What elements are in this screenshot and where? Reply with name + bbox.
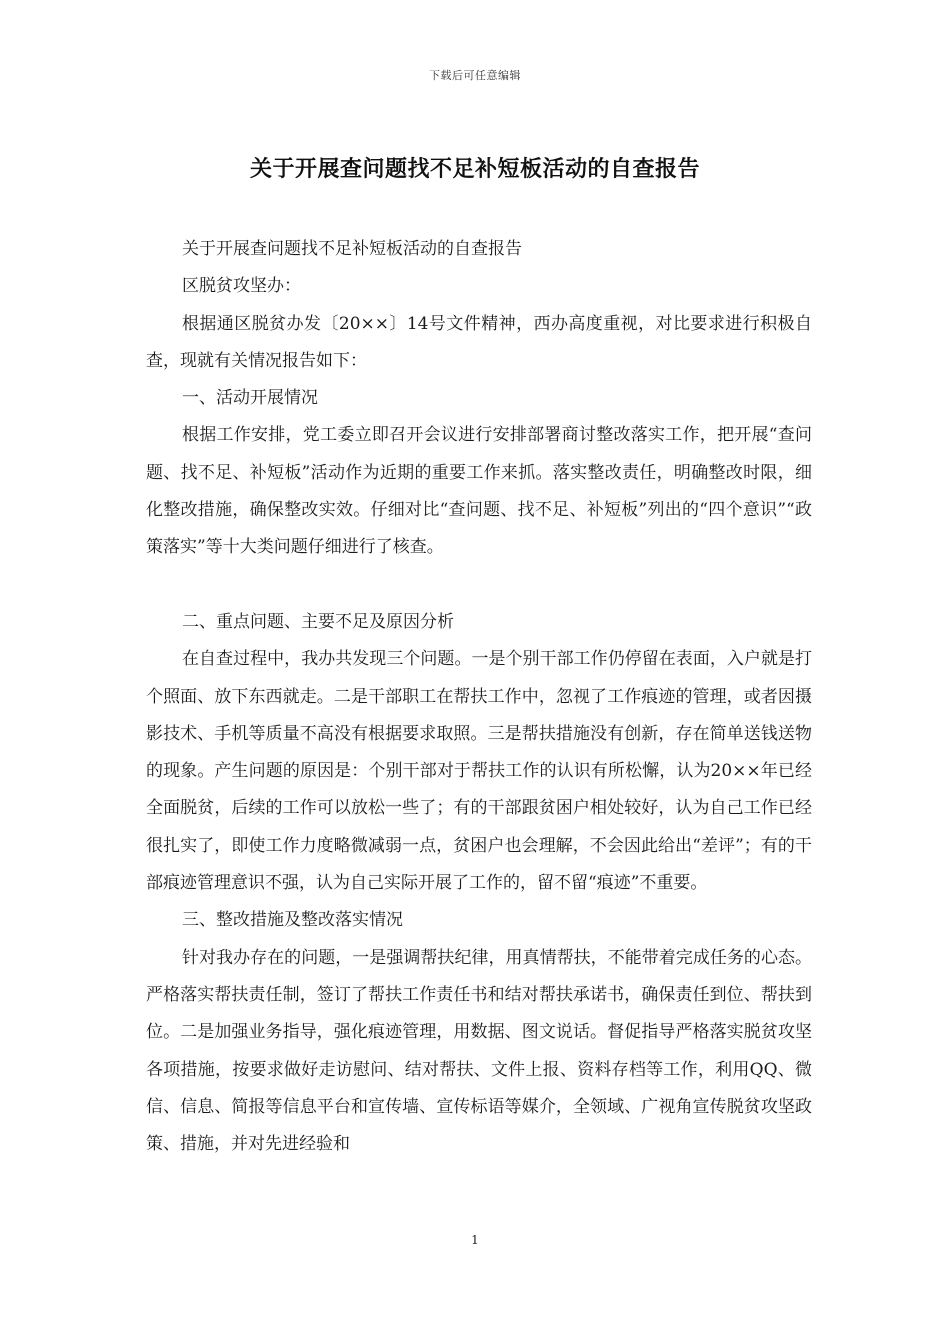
- document-title: 关于开展查问题找不足补短板活动的自查报告: [249, 156, 700, 182]
- document-body: [146, 231, 812, 1163]
- body-paragraph-section-3: 针对我办存在的问题，一是强调帮扶纪律，用真情帮扶，不能带着完成任务的心态。严格落实帮扶责任制，签订了帮扶工作责任书和结对帮扶承诺书，确保责任到位、帮扶到位。二是加强业务指导，强化痕迹管理，用数据、图文说话。督促指导严格落实脱贫攻坚各项措施，按要求做好走访慰问、结对帮扶、文件上报、资料存档等工作，利用QQ、微信、信息、简报等信息平台和宣传墙、宣传标语等媒介，全领域、广视角宣传脱贫攻坚政策、措施，并对先进经验和: [146, 947, 812, 1155]
- body-paragraph-intro: 根据通区脱贫办发〔20××〕14号文件精神，西办高度重视，对比要求进行积极自查，现就有关情况报告如下：: [146, 313, 812, 371]
- body-paragraph-section-2: 在自查过程中，我办共发现三个问题。一是个别干部工作仍停留在表面，入户就是打个照面、放下东西就走。二是干部职工在帮扶工作中，忽视了工作痕迹的管理，或者因摄影技术、手机等质量不高没有根据要求取照。三是帮扶措施没有创新，存在简单送钱送物的现象。产生问题的原因是：个别干部对于帮扶工作的认识有所松懈，认为20××年已经全面脱贫，后续的工作可以放松一些了；有的干部跟贫困户相处较好，认为自己工作已经很扎实了，即使工作力度略微减弱一点，贫困户也会理解，不会因此给出“差评”；有的干部痕迹管理意识不强，认为自己实际开展了工作的，留不留“痕迹”不重要。: [146, 649, 812, 894]
- section-heading-2: 二、重点问题、主要不足及原因分析: [182, 611, 454, 632]
- body-paragraph-salutation: 区脱贫攻坚办：: [182, 276, 301, 297]
- section-heading-1: 一、活动开展情况: [182, 388, 318, 409]
- body-paragraph-section-1: 根据工作安排，党工委立即召开会议进行安排部署商讨整改落实工作，把开展“查问题、找不足、补短板”活动作为近期的重要工作来抓。落实整改责任，明确整改时限，细化整改措施，确保整改实效。仔细对比“查问题、找不足、补短板”列出的“四个意识”“政策落实”等十大类问题仔细进行了核查。: [146, 425, 812, 558]
- blank-line: [146, 567, 812, 604]
- page-number: 1: [471, 1233, 479, 1247]
- body-paragraph-heading-repeat: 关于开展查问题找不足补短板活动的自查报告: [182, 239, 522, 259]
- header-note: 下载后可任意编辑: [429, 69, 521, 82]
- section-heading-3: 三、整改措施及整改落实情况: [182, 910, 403, 931]
